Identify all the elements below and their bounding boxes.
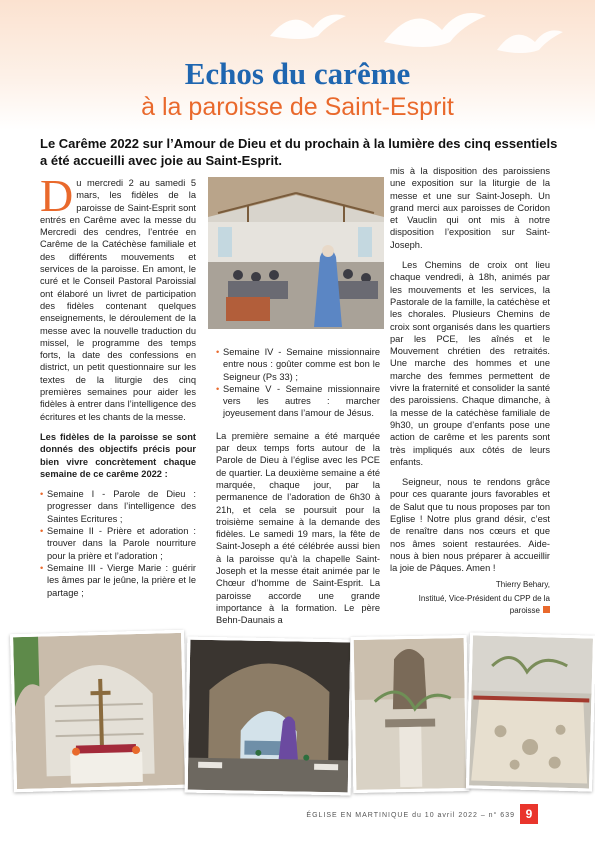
- intro-paragraph: [40, 170, 196, 423]
- column-2: [216, 346, 380, 635]
- lead-paragraph: Le Carême 2022 sur l’Amour de Dieu et du prochain à la lumière des cinq essentiels a été accueilli avec joie au Saint-Esprit.: [40, 136, 558, 168]
- list-item: [40, 525, 196, 562]
- intro-text: u mercredi 2 au samedi 5 mars, les fidèles de la paroisse de Saint-Esprit sont entrés en Carême avec la messe du Mercredi des cendres, l’entrée en Carême de la Catéchèse familiale et des différents mouvements et services de la paroisse. En amont, le curé et le Conseil Pastoral Paroissial ont élaboré un livret de participation des fidèles contenant quelques enseignements, le déroulement de la messe avec la nouvelle traduction du missel, le programme des temps forts, la date des confessions en district, un petit questionnaire sur les textes de la liturgie des cinq premières semaines pour aider les fidèles à entrer dans l’intelligence des écritures et les chants de la messe.: [40, 178, 196, 422]
- list-item-text: Semaine III - Vierge Marie : guérir les âmes par le jeûne, la prière et le partage ;: [47, 562, 196, 598]
- list-item: [216, 383, 380, 420]
- bullet-icon: •: [40, 489, 44, 500]
- bullet-icon: •: [216, 383, 220, 394]
- sand-display-photo: [466, 632, 595, 791]
- column-1: [40, 170, 196, 599]
- altar-photo: [10, 630, 188, 793]
- objectives-heading: Les fidèles de la paroisse se sont donnés des objectifs précis pour bien vivre concrètement chaque semaine de ce carême 2022 :: [40, 431, 196, 479]
- column-3: [390, 165, 550, 617]
- page-number: 9: [520, 804, 538, 824]
- body-paragraph: Seigneur, nous te rendons grâce pour ces quarante jours favorables et de Salut que tu nous proposes par ton Eglise ! Notre plus grand désir, c’est de renaître dans nos cœurs et que nos âmes soient restaurées. Aide-nous à bien nous préparer à accueillir la joie de Pâques. Amen !: [390, 477, 550, 574]
- dove-icon: [380, 2, 490, 57]
- dove-icon: [495, 20, 565, 60]
- bullet-icon: •: [40, 562, 44, 573]
- church-interior-photo: [208, 177, 384, 329]
- page-subtitle: à la paroisse de Saint-Esprit: [141, 93, 454, 121]
- signature-role: [390, 593, 550, 618]
- list-item: [216, 346, 380, 383]
- footer-publication: ÉGLISE EN MARTINIQUE du 10 avril 2022 – n° 639: [306, 812, 515, 819]
- signature-name: Thierry Behary,: [495, 579, 550, 589]
- signature-role-text: Institué, Vice-Président du CPP de la paroisse: [418, 593, 550, 616]
- page-title: Echos du carême: [184, 56, 411, 91]
- list-item: [40, 562, 196, 599]
- list-item-text: Semaine II - Prière et adoration : trouver dans la Parole nourriture pour la prière et l’adoration ;: [47, 526, 196, 561]
- body-paragraph: Les Chemins de croix ont lieu chaque vendredi, à 18h, animés par les mouvements et les services, la Pastorale de la famille, la catéchèse et les chorales. Plusieurs Chemins de croix sont organisés dans les quartiers par les PCE, les aînés et le Mouvement chrétien des retraités. Une marche des hommes et une marche des femmes permettent de vivre la fraternité et consolider la santé des paroissiens. Chaque dimanche, à la messe de la catéchèse familiale de 9h30, un groupe d’enfants pose une action de carême et les parents sont très impliqués aux côtés de leurs enfants.: [390, 260, 550, 467]
- body-paragraph: La première semaine a été marquée par deux temps forts autour de la Parole de Dieu à l’église avec les PCE de quartier. La deuxième semaine a été marquée, chaque jour, par la permanence de l’adoration de 6h30 à 21h, et cela se poursuit pour la troisième semaine à la demande des fidèles. Le samedi 19 mars, la fête de Saint-Joseph a été célébrée aussi bien à la paroisse qu’à la chapelle Saint-Joseph et la messe était animée par le Chœur d’homme de Saint-Esprit. La paroisse accorde une grande importance à la formation. Le père Behn-Daunais a: [216, 430, 380, 626]
- bullet-icon: •: [40, 526, 44, 537]
- statue-photo: [351, 635, 470, 793]
- list-item: [40, 488, 196, 525]
- list-item-text: Semaine IV - Semaine missionnaire entre nous : goûter comme est bon le Seigneur (Ps 33) ;: [223, 347, 380, 382]
- list-item-text: Semaine V - Semaine missionnaire vers les autres : marcher joyeusement dans l’amour de Jésus.: [223, 383, 380, 419]
- end-mark-icon: [543, 606, 550, 613]
- nave-photo: [185, 637, 354, 796]
- footer: [0, 800, 595, 842]
- drop-cap: D: [40, 170, 74, 221]
- list-item-text: Semaine I - Parole de Dieu : progresser dans l’intelligence des Saintes Ecritures ;: [47, 489, 196, 524]
- dove-icon: [268, 6, 348, 46]
- bullet-icon: •: [216, 347, 220, 357]
- body-paragraph: mis à la disposition des paroissiens une exposition sur la liturgie de la messe et une sur Saint-Joseph. Un grand merci aux paroisses de Coridon et Vauclin qui ont mis à notre disposition l’exposition sur Saint-Joseph.: [390, 166, 550, 250]
